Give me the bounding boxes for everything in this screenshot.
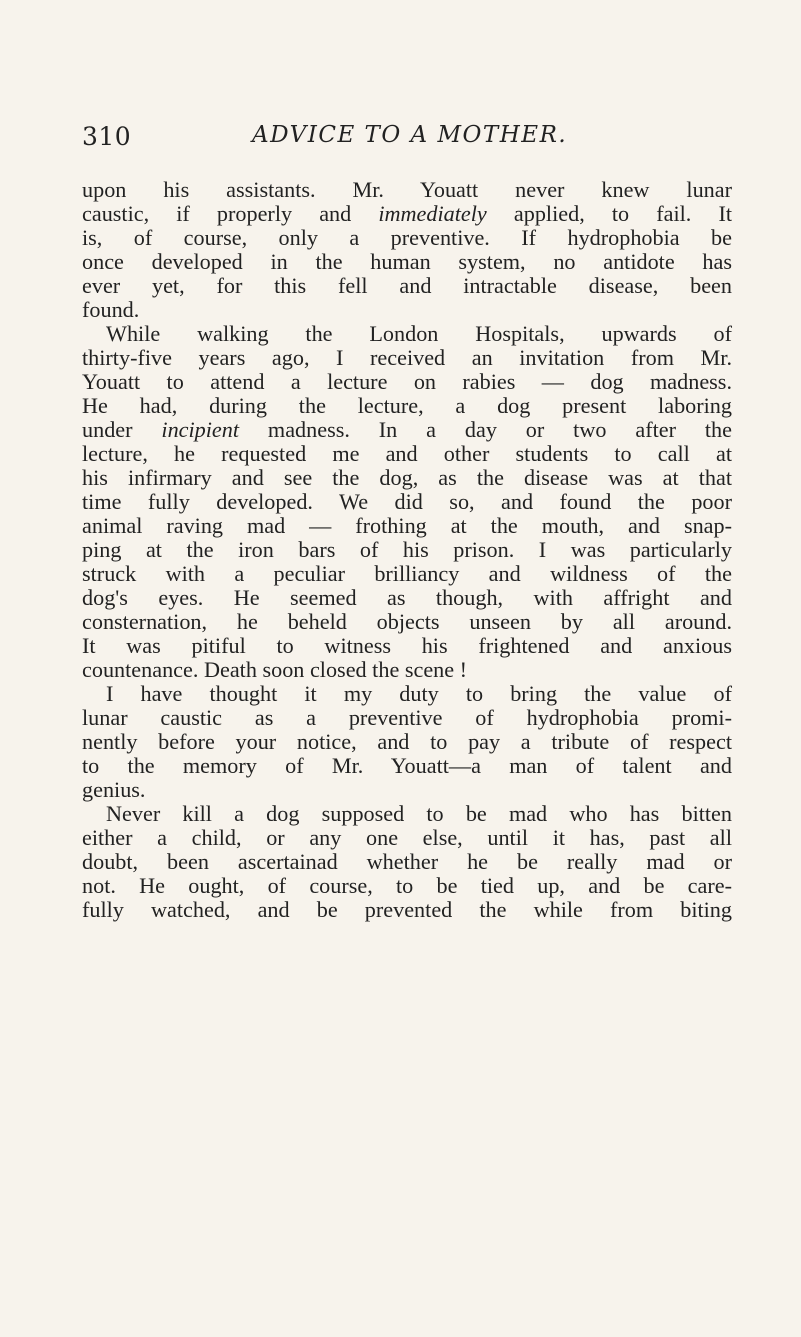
page-number: 310 (82, 122, 132, 151)
text-line: He had, during the lecture, a dog present laboring (82, 393, 732, 418)
text-line: his infirmary and see the dog, as the disease was at that (82, 465, 732, 490)
text-line: It was pitiful to witness his frightened and anxious (82, 633, 732, 658)
text-line: dog's eyes. He seemed as though, with affright and (82, 585, 732, 610)
text-line: thirty-five years ago, I received an invitation from Mr. (82, 345, 732, 370)
page-header (82, 122, 722, 162)
text-line: ever yet, for this fell and intractable disease, been (82, 273, 732, 298)
text-line: once developed in the human system, no antidote has (82, 249, 732, 274)
italic-emphasis: immediately (378, 201, 487, 226)
text-line: either a child, or any one else, until it has, past all (82, 825, 732, 850)
italic-emphasis: incipient (161, 417, 240, 442)
text-line: While walking the London Hospitals, upwards of (106, 321, 732, 346)
text-line: lunar caustic as a preventive of hydrophobia promi- (82, 705, 732, 730)
text-line: is, of course, only a preventive. If hydrophobia be (82, 225, 732, 250)
text-line: upon his assistants. Mr. Youatt never knew lunar (82, 177, 732, 202)
text-line: genius. (82, 777, 146, 802)
text-line: to the memory of Mr. Youatt—a man of talent and (82, 753, 732, 778)
text-line: consternation, he beheld objects unseen by all around. (82, 609, 732, 634)
text-line: Never kill a dog supposed to be mad who has bitten (106, 801, 732, 826)
running-title: ADVICE TO A MOTHER. (252, 122, 568, 148)
text-line: countenance. Death soon closed the scene ! (82, 657, 468, 682)
body-text (82, 178, 732, 922)
text-line: under incipient madness. In a day or two after the (82, 417, 732, 442)
text-line: not. He ought, of course, to be tied up, and be care- (82, 873, 732, 898)
text-line: nently before your notice, and to pay a tribute of respect (82, 729, 732, 754)
text-line: I have thought it my duty to bring the value of (106, 681, 732, 706)
text-line: found. (82, 297, 140, 322)
text-line: time fully developed. We did so, and found the poor (82, 489, 732, 514)
text-line: caustic, if properly and immediately applied, to fail. It (82, 201, 732, 226)
text-line: doubt, been ascertainad whether he be really mad or (82, 849, 732, 874)
text-line: struck with a peculiar brilliancy and wildness of the (82, 561, 732, 586)
text-line: ping at the iron bars of his prison. I was particularly (82, 537, 732, 562)
text-line: lecture, he requested me and other students to call at (82, 441, 732, 466)
text-line: Youatt to attend a lecture on rabies — dog madness. (82, 369, 732, 394)
text-line: fully watched, and be prevented the while from biting (82, 897, 732, 922)
text-line: animal raving mad — frothing at the mouth, and snap- (82, 513, 732, 538)
